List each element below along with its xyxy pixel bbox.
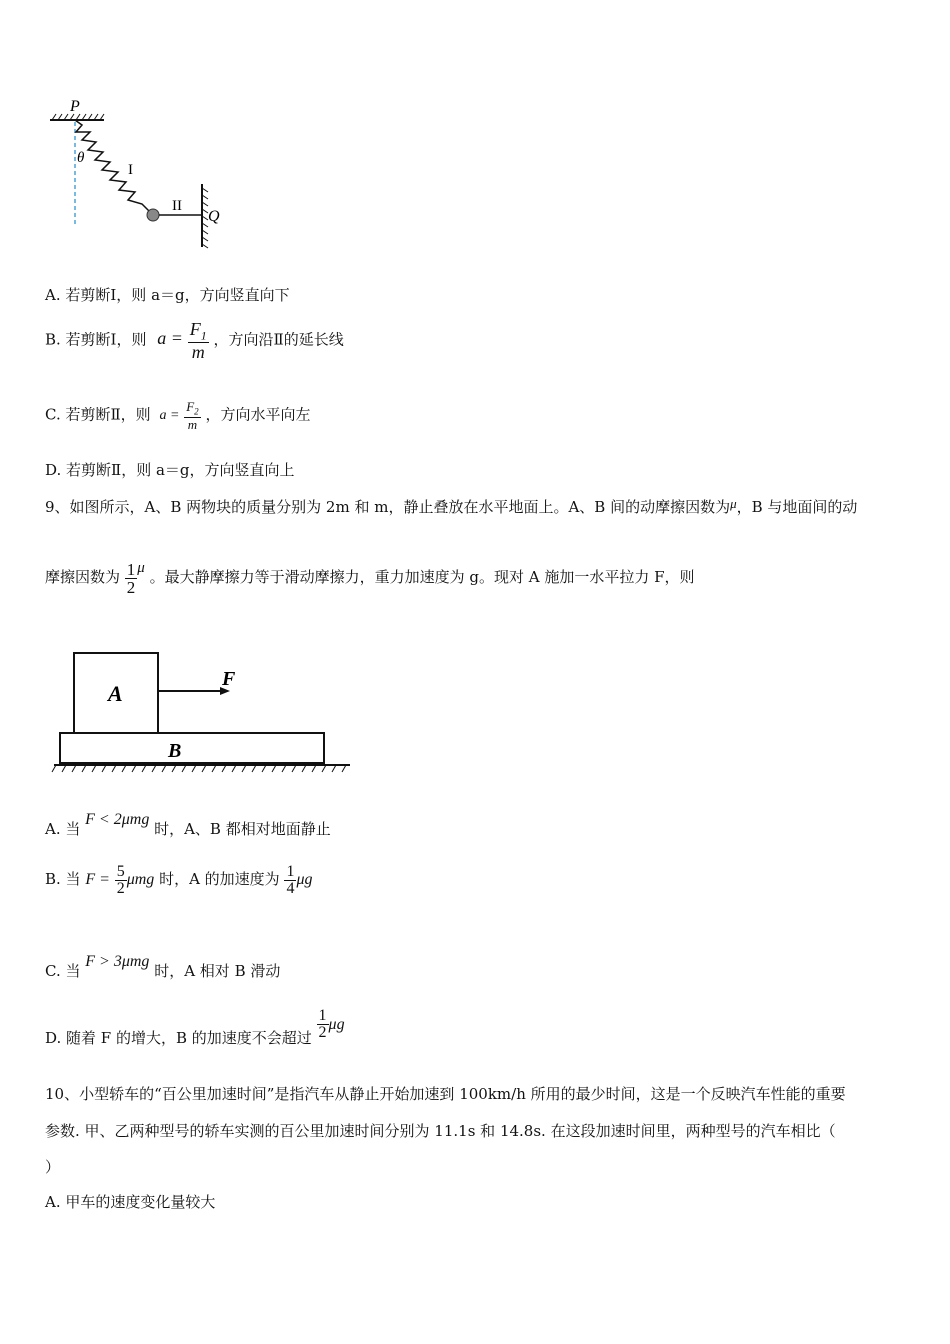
q8-option-b-num-sub: 1 — [200, 328, 207, 343]
q8-option-c-fraction — [184, 400, 200, 431]
q9-option-d-num: 1 — [318, 1007, 327, 1024]
q9-stem-line2-suffix: 。最大静摩擦力等于滑动摩擦力，重力加速度为 g。现对 A 施加一水平拉力 F，则 — [149, 568, 695, 586]
q9-stem-line2-prefix: 摩擦因数为 — [45, 568, 121, 586]
label-block-b: B — [168, 740, 182, 762]
blocks-figure — [50, 645, 360, 775]
spring-string-figure — [40, 92, 240, 252]
q9-option-b-num: 5 — [116, 862, 125, 880]
q9-option-b-accel-fraction — [284, 864, 296, 897]
q8-option-c-num: F — [186, 399, 195, 414]
q9-option-c — [45, 940, 280, 993]
q9-option-c-suffix: 时，A 相对 B 滑动 — [154, 962, 281, 980]
q8-option-c-den: m — [187, 416, 198, 432]
q8-option-a: A. 若剪断Ⅰ，则 a＝g，方向竖直向下 — [45, 286, 290, 304]
q9-half-num: 1 — [126, 559, 136, 579]
q10-option-a: A. 甲车的速度变化量较大 — [45, 1193, 216, 1211]
q9-mu: μ — [730, 496, 737, 511]
q8-option-d: D. 若剪断Ⅱ，则 a＝g，方向竖直向上 — [45, 461, 295, 479]
q9-option-a — [45, 798, 331, 851]
q8-option-b-formula-lhs: a = — [157, 328, 183, 349]
q9-stem-line2 — [45, 555, 695, 596]
q9-stem-line1-tail: ，B 与地面间的动 — [736, 498, 858, 516]
q9-half-den: 2 — [126, 577, 136, 597]
q8-option-c — [45, 400, 310, 431]
q9-option-b-accel-num: 1 — [286, 862, 295, 880]
label-Q: Q — [208, 208, 220, 225]
q9-option-c-prefix: C. 当 — [45, 962, 81, 980]
label-II: II — [172, 198, 182, 214]
q8-option-c-suffix: ，方向水平向左 — [205, 405, 311, 424]
q9-option-b-tail: μmg — [126, 871, 155, 888]
q9-option-b-accel-den: 4 — [286, 879, 295, 897]
label-block-a: A — [108, 681, 123, 706]
q8-option-b-fraction — [188, 320, 209, 361]
q8-option-b-prefix: B. 若剪断Ⅰ，则 — [45, 330, 147, 349]
q9-option-a-formula: F < 2μmg — [85, 811, 150, 828]
label-P: P — [70, 98, 80, 115]
q9-stem-line1 — [45, 493, 857, 518]
q9-option-b-fraction — [115, 864, 127, 897]
q9-option-a-suffix: 时，A、B 都相对地面静止 — [154, 820, 331, 838]
q8-option-c-formula-lhs: a = — [159, 408, 180, 424]
q9-option-a-prefix: A. 当 — [45, 820, 81, 838]
label-I: I — [128, 162, 133, 178]
q9-half-fraction — [125, 561, 138, 596]
q9-option-d-prefix: D. 随着 F 的增大，B 的加速度不会超过 — [45, 1029, 312, 1047]
label-theta: θ — [77, 150, 85, 166]
q9-option-d — [45, 1000, 345, 1063]
q9-option-b-prefix: B. 当 — [45, 870, 81, 888]
q9-option-b-middle: 时，A 的加速度为 — [159, 870, 280, 888]
q9-option-c-formula: F > 3μmg — [85, 953, 150, 970]
q8-option-c-num-sub: 2 — [194, 406, 199, 417]
q9-mu-2: μ — [137, 560, 145, 576]
q9-option-b-lhs: F = — [85, 871, 110, 888]
q8-option-c-prefix: C. 若剪断Ⅱ，则 — [45, 405, 151, 424]
q9-option-d-fraction — [317, 1008, 329, 1041]
q9-option-d-den: 2 — [318, 1024, 327, 1041]
q8-option-b-suffix: ，方向沿Ⅱ的延长线 — [213, 330, 344, 349]
q9-stem-line1-text: 9、如图所示，A、B 两物块的质量分别为 2m 和 m，静止叠放在水平地面上。A、B 间的动摩擦因数为 — [45, 498, 731, 516]
q8-option-b-den: m — [191, 341, 205, 362]
q10-stem-line3: ） — [45, 1158, 61, 1176]
q9-option-d-tail: μg — [328, 1016, 345, 1033]
q8-option-b — [45, 320, 344, 361]
q9-option-b-den: 2 — [116, 879, 125, 897]
q10-stem-line1: 10、小型轿车的“百公里加速时间”是指汽车从静止开始加速到 100km/h 所用的最少时间，这是一个反映汽车性能的重要 — [45, 1085, 846, 1103]
label-force-f: F — [222, 668, 236, 690]
q10-stem-line2: 参数. 甲、乙两种型号的轿车实测的百公里加速时间分别为 11.1s 和 14.8s. 在这段加速时间里，两种型号的汽车相比（ — [45, 1122, 836, 1140]
q8-option-b-num: F — [189, 319, 201, 339]
q9-option-b — [45, 857, 313, 902]
q9-option-b-accel-tail: μg — [296, 871, 313, 888]
